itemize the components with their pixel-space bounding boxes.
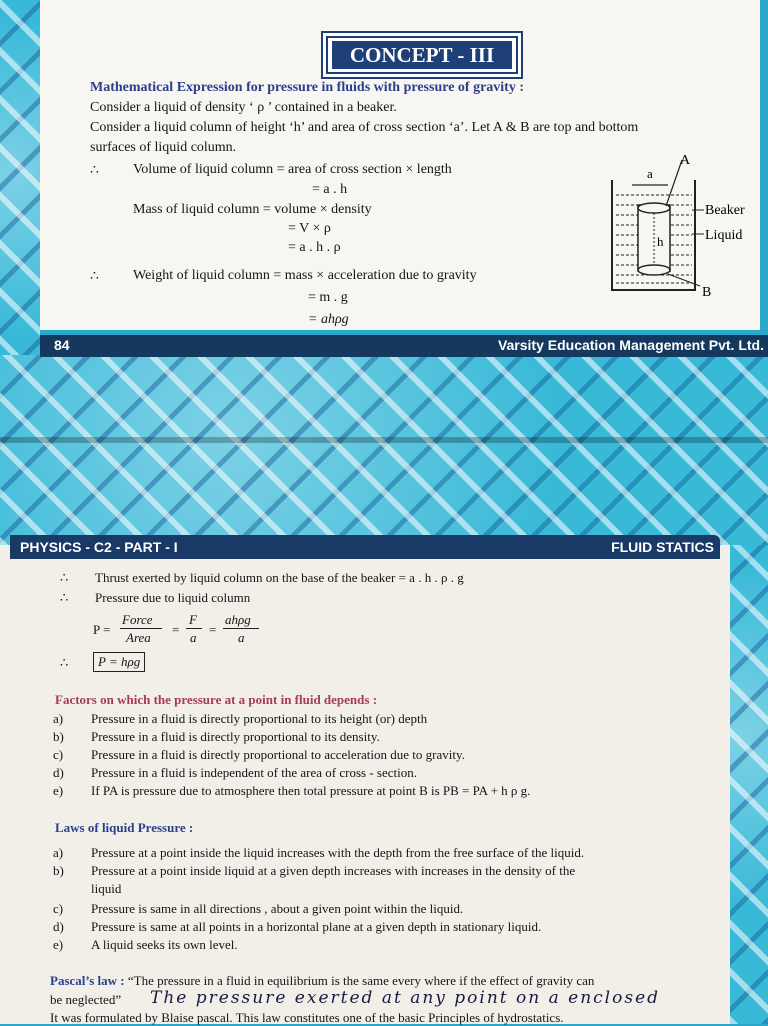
pascal-law-text-2: be neglected” bbox=[50, 992, 122, 1007]
factors-heading: Factors on which the pressure at a point in fluid depends : bbox=[55, 692, 378, 707]
weight-label: Weight of liquid column = mass × acceleration due to gravity bbox=[133, 268, 477, 283]
a-denominator: a bbox=[190, 630, 197, 645]
weight-equation-1: = m . g bbox=[308, 290, 348, 305]
volume-label: Volume of liquid column = area of cross section × length bbox=[133, 162, 452, 177]
pressure-due-line: Pressure due to liquid column bbox=[95, 590, 251, 605]
label-h: h bbox=[657, 234, 664, 249]
equals-sign: = bbox=[209, 622, 217, 637]
mass-label: Mass of liquid column = volume × density bbox=[133, 202, 372, 217]
chapter-title: FLUID STATICS bbox=[611, 539, 714, 555]
p-equals: P = bbox=[93, 622, 111, 637]
mass-equation-1: = V × ρ bbox=[288, 221, 331, 236]
F-numerator: F bbox=[189, 612, 197, 627]
subject-title: PHYSICS - C2 - PART - I bbox=[20, 539, 178, 555]
pascal-law-heading: Pascal’s law : bbox=[50, 973, 125, 988]
label-liquid: Liquid bbox=[705, 228, 743, 243]
intro-line-2: Consider a liquid column of height ‘h’ and area of cross section ‘a’. Let A & B are top and bottom bbox=[90, 120, 639, 135]
equals-sign: = bbox=[172, 622, 180, 637]
page-header bbox=[10, 535, 720, 559]
pascal-law-text: “The pressure in a fluid in equilibrium is the same every where if the effect of gravity can bbox=[124, 973, 595, 988]
publisher-name: Varsity Education Management Pvt. Ltd. bbox=[497, 337, 764, 353]
label-A: A bbox=[680, 153, 691, 168]
intro-line-1: Consider a liquid of density ‘ ρ ’ contained in a beaker. bbox=[90, 100, 397, 115]
beaker-diagram bbox=[600, 150, 760, 300]
page-fold-shadow bbox=[0, 437, 768, 443]
therefore-symbol: ∴ bbox=[90, 269, 99, 284]
laws-heading: Laws of liquid Pressure : bbox=[55, 820, 194, 835]
label-B: B bbox=[702, 285, 712, 300]
last-line: It was formulated by Blaise pascal. This law constitutes one of the basic Principles of hydrostatics. bbox=[50, 1010, 564, 1025]
handwritten-note: The pressure exerted at any point on a enclosed bbox=[150, 988, 661, 1008]
a-denominator: a bbox=[238, 630, 245, 645]
mass-equation-2: = a . h . ρ bbox=[288, 240, 341, 255]
ahpg-numerator: ahρg bbox=[225, 612, 251, 627]
volume-equation: = a . h bbox=[312, 182, 348, 197]
area-denominator: Area bbox=[126, 630, 151, 645]
page-footer bbox=[40, 335, 768, 357]
section-heading: Mathematical Expression for pressure in fluids with pressure of gravity : bbox=[90, 80, 524, 95]
weight-equation-2: = ahρg bbox=[308, 312, 349, 327]
force-numerator: Force bbox=[122, 612, 153, 627]
thrust-line: Thrust exerted by liquid column on the base of the beaker = a . h . ρ . g bbox=[95, 570, 464, 585]
intro-line-3: surfaces of liquid column. bbox=[90, 140, 237, 155]
decorative-pattern-right bbox=[730, 545, 768, 1024]
therefore-symbol: ∴ bbox=[90, 163, 99, 178]
concept-title-box bbox=[326, 36, 518, 74]
label-beaker: Beaker bbox=[705, 203, 745, 218]
concept-title: CONCEPT - III bbox=[332, 41, 512, 69]
boxed-formula: P = hρg bbox=[93, 652, 145, 672]
decorative-pattern-middle bbox=[0, 355, 768, 545]
page-number: 84 bbox=[54, 337, 70, 353]
label-a: a bbox=[647, 166, 653, 181]
